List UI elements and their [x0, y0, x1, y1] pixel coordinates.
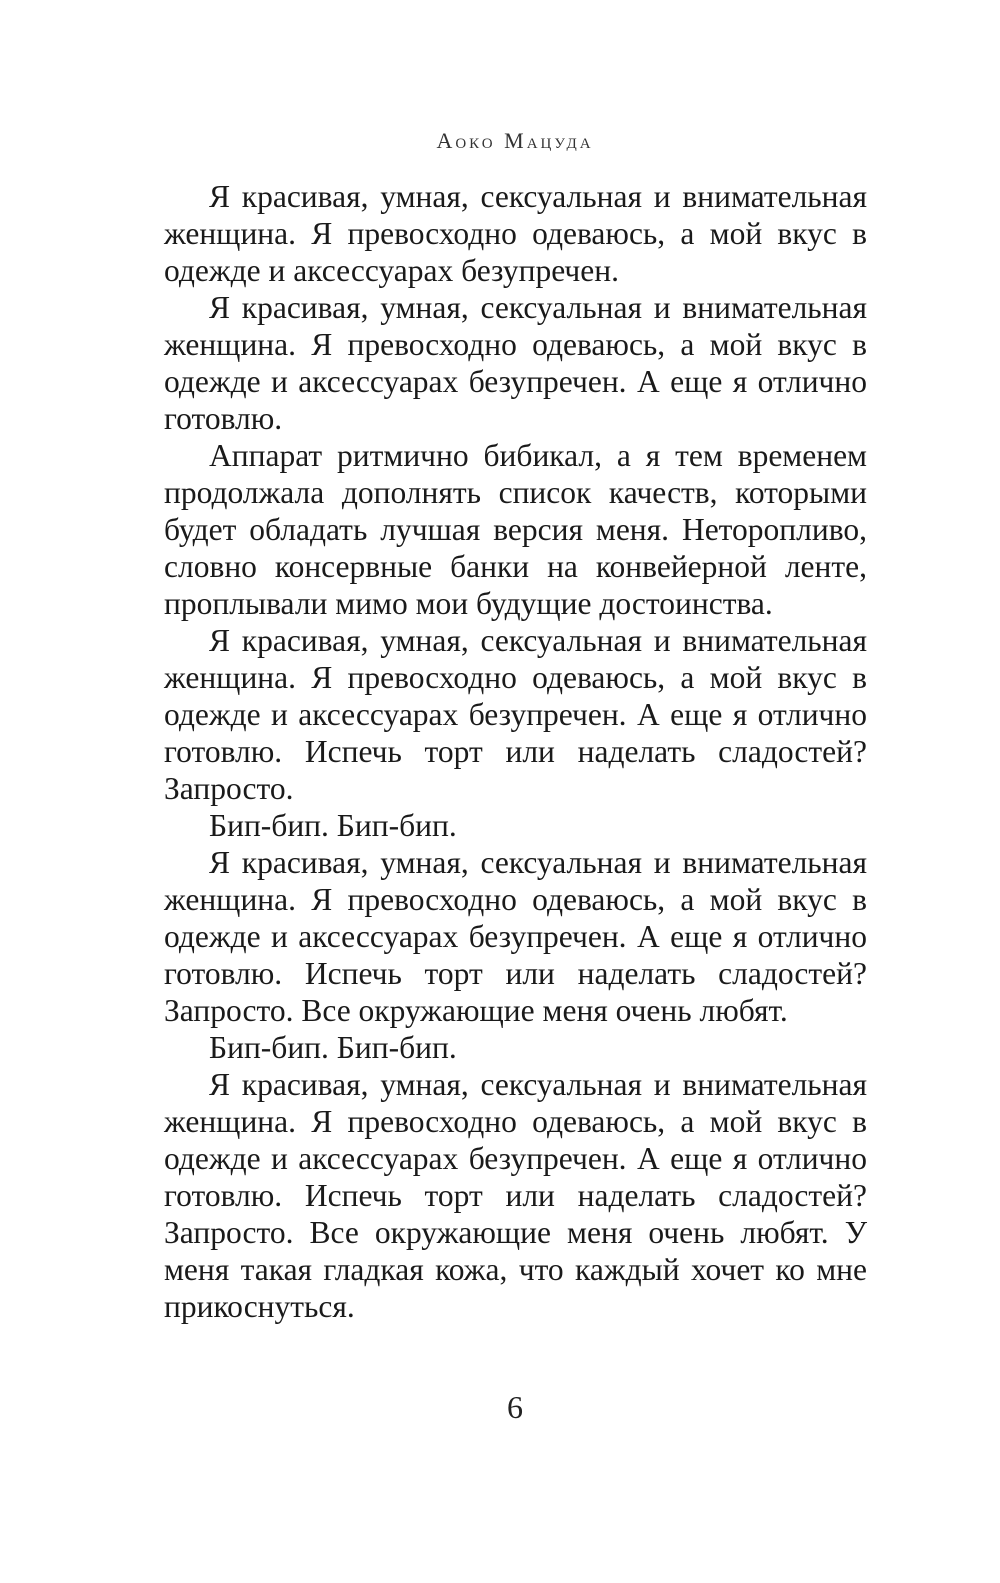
paragraph: Я красивая, умная, сексуальная и внимательная женщина. Я превосходно одеваюсь, а мой вкус в одежде и аксессуарах безупречен. — [164, 179, 867, 288]
body-text — [164, 178, 867, 1325]
paragraph: Я красивая, умная, сексуальная и внимательная женщина. Я превосходно одеваюсь, а мой вкус в одежде и аксессуарах безупречен. А еще я отлично готовлю. Испечь торт или наделать сладостей? Запросто. — [164, 623, 867, 806]
paragraph: Я красивая, умная, сексуальная и внимательная женщина. Я превосходно одеваюсь, а мой вкус в одежде и аксессуарах безупречен. А еще я отлично готовлю. — [164, 290, 867, 436]
running-head-author: Аоко Мацуда — [436, 128, 594, 153]
paragraph: Я красивая, умная, сексуальная и внимательная женщина. Я превосходно одеваюсь, а мой вкус в одежде и аксессуарах безупречен. А еще я отлично готовлю. Испечь торт или наделать сладостей? Запросто. Все окружающие меня очень любят. У меня такая гладкая кожа, что каждый хочет ко мне прикоснуться. — [164, 1067, 867, 1324]
paragraph: Бип-бип. Бип-бип. — [209, 808, 457, 843]
paragraph: Аппарат ритмично бибикал, а я тем временем продолжала дополнять список качеств, которыми будет обладать лучшая версия меня. Неторопливо, словно консервные банки на конвейерной ленте, проплывали мимо мои будущие достоинства. — [164, 438, 867, 621]
paragraph: Бип-бип. Бип-бип. — [209, 1030, 457, 1065]
paragraph: Я красивая, умная, сексуальная и внимательная женщина. Я превосходно одеваюсь, а мой вкус в одежде и аксессуарах безупречен. А еще я отлично готовлю. Испечь торт или наделать сладостей? Запросто. Все окружающие меня очень любят. — [164, 845, 867, 1028]
page-number: 6 — [507, 1389, 523, 1425]
